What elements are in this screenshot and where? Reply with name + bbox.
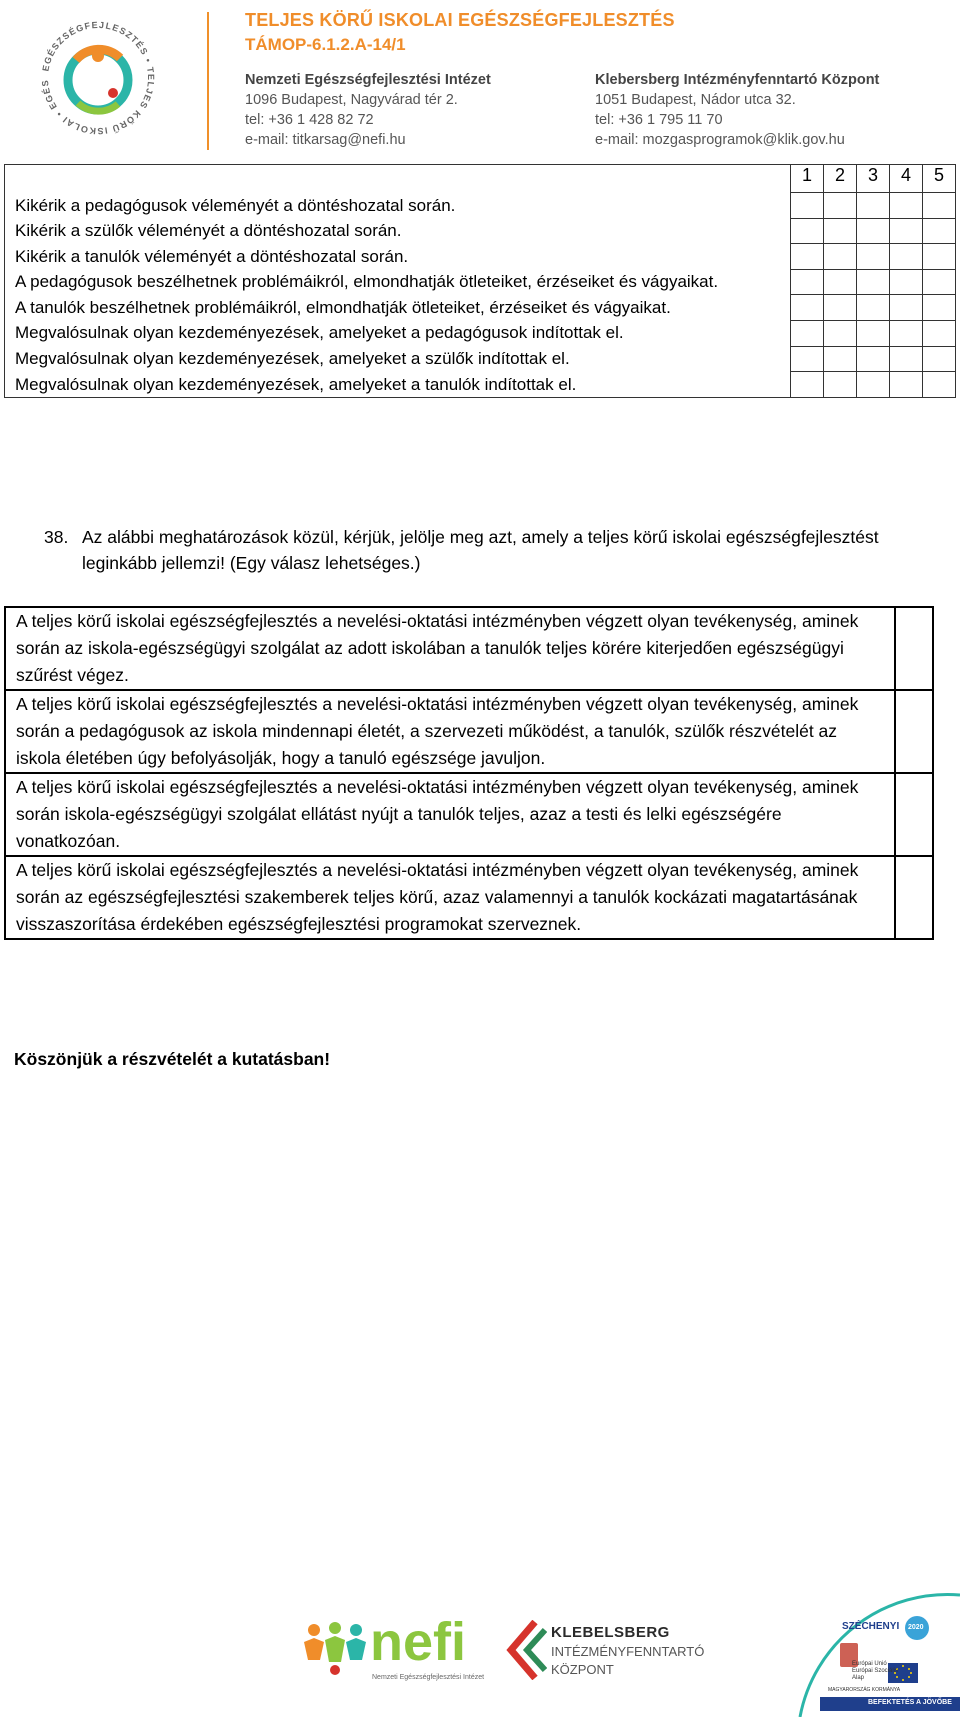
rating-cell[interactable] bbox=[791, 346, 824, 372]
eu-label bbox=[852, 1661, 898, 1682]
scale-5: 5 bbox=[923, 165, 956, 193]
klik-address: 1051 Budapest, Nádor utca 32. bbox=[595, 92, 796, 108]
rating-cell[interactable] bbox=[824, 295, 857, 321]
scale-4: 4 bbox=[890, 165, 923, 193]
gov-label: MAGYARORSZÁG KORMÁNYA bbox=[828, 1687, 901, 1693]
rating-cell[interactable] bbox=[824, 320, 857, 346]
rating-cell[interactable] bbox=[857, 372, 890, 398]
rating-cell[interactable] bbox=[890, 269, 923, 295]
question-text: Az alábbi meghatározások közül, kérjük, jelölje meg azt, amely a teljes körű iskolai egészségfejlesztést leginkább jellemzi! (Egy válasz lehetséges.) bbox=[82, 527, 879, 573]
rating-cell[interactable] bbox=[923, 218, 956, 244]
rating-cell[interactable] bbox=[890, 244, 923, 270]
likert-header-row bbox=[5, 165, 956, 193]
nefi-name: Nemzeti Egészségfejlesztési Intézet bbox=[245, 72, 491, 88]
likert-row bbox=[5, 372, 956, 398]
szechenyi-text: SZÉCHENYI bbox=[842, 1621, 900, 1632]
likert-item-text: Megvalósulnak olyan kezdeményezések, amelyeket a szülők indítottak el. bbox=[5, 346, 791, 372]
rating-cell[interactable] bbox=[890, 346, 923, 372]
scale-3: 3 bbox=[857, 165, 890, 193]
likert-item-text: Megvalósulnak olyan kezdeményezések, amelyeket a tanulók indítottak el. bbox=[5, 372, 791, 398]
nefi-email: e-mail: titkarsag@nefi.hu bbox=[245, 132, 406, 148]
rating-cell[interactable] bbox=[890, 218, 923, 244]
project-code: TÁMOP-6.1.2.A-14/1 bbox=[245, 35, 406, 54]
thank-you-text: Köszönjük a részvételét a kutatásban! bbox=[14, 1049, 331, 1069]
rating-cell[interactable] bbox=[923, 193, 956, 219]
people-icon bbox=[300, 1620, 370, 1680]
scale-1: 1 bbox=[791, 165, 824, 193]
szechenyi-arc-icon bbox=[780, 1585, 960, 1717]
option-text: A teljes körű iskolai egészségfejlesztés a nevelési-oktatási intézményben végzett olyan tevékenység, aminek során iskola-egészségügyi szolgálat ellátást nyújt a tanulók teljes, azaz a testi és lelki egészségére vonatkozóan. bbox=[5, 773, 895, 856]
klik-line-3: KÖZPONT bbox=[551, 1662, 614, 1677]
nefi-address: 1096 Budapest, Nagyvárad tér 2. bbox=[245, 92, 458, 108]
rating-cell[interactable] bbox=[824, 218, 857, 244]
likert-row bbox=[5, 269, 956, 295]
likert-item-text: A tanulók beszélhetnek problémáikról, elmondhatják ötleteiket, érzéseiket és vágyaikat. bbox=[5, 295, 791, 321]
nefi-tel: tel: +36 1 428 82 72 bbox=[245, 112, 374, 128]
option-checkbox[interactable] bbox=[895, 690, 933, 773]
likert-item-text: A pedagógusok beszélhetnek problémáikról, elmondhatják ötleteiket, érzéseiket és vágyaikat. bbox=[5, 269, 791, 295]
option-checkbox[interactable] bbox=[895, 856, 933, 939]
likert-row bbox=[5, 346, 956, 372]
rating-cell[interactable] bbox=[791, 372, 824, 398]
eu-line-2: Európai Szociális bbox=[852, 1668, 899, 1674]
scale-2: 2 bbox=[824, 165, 857, 193]
likert-row bbox=[5, 193, 956, 219]
likert-row bbox=[5, 244, 956, 270]
option-row bbox=[5, 773, 933, 856]
header-divider bbox=[207, 12, 209, 150]
option-text: A teljes körű iskolai egészségfejlesztés a nevelési-oktatási intézményben végzett olyan tevékenység, aminek során a pedagógusok az iskola mindennapi életét, a szervezeti működést, a tanulók, szülők részvételét az iskola életében úgy befolyásolják, hogy a tanuló egészsége javuljon. bbox=[5, 690, 895, 773]
klik-logo bbox=[505, 1620, 705, 1690]
nefi-logo bbox=[300, 1612, 485, 1692]
rating-cell[interactable] bbox=[824, 372, 857, 398]
eu-line-1: Európai Unió bbox=[852, 1661, 887, 1667]
rating-cell[interactable] bbox=[791, 244, 824, 270]
likert-header-blank bbox=[5, 165, 791, 193]
nefi-contact bbox=[245, 70, 491, 150]
rating-cell[interactable] bbox=[857, 320, 890, 346]
rating-cell[interactable] bbox=[857, 218, 890, 244]
rating-cell[interactable] bbox=[791, 295, 824, 321]
klik-line-1: KLEBELSBERG bbox=[551, 1624, 670, 1641]
question-38 bbox=[44, 524, 924, 576]
option-row bbox=[5, 690, 933, 773]
rating-cell[interactable] bbox=[824, 193, 857, 219]
option-row bbox=[5, 607, 933, 690]
nefi-wordmark: nefi bbox=[370, 1612, 467, 1672]
rating-cell[interactable] bbox=[791, 269, 824, 295]
likert-row bbox=[5, 295, 956, 321]
rating-cell[interactable] bbox=[923, 320, 956, 346]
rating-cell[interactable] bbox=[923, 269, 956, 295]
option-text: A teljes körű iskolai egészségfejlesztés a nevelési-oktatási intézményben végzett olyan tevékenység, aminek során az iskola-egészségügyi szolgálat az adott iskolában a tanulók teljes körére kiterjedően egészségügyi szűrést végez. bbox=[5, 607, 895, 690]
rating-cell[interactable] bbox=[923, 372, 956, 398]
klik-email: e-mail: mozgasprogramok@klik.gov.hu bbox=[595, 132, 845, 148]
rating-cell[interactable] bbox=[890, 295, 923, 321]
likert-item-text: Kikérik a tanulók véleményét a döntéshozatal során. bbox=[5, 244, 791, 270]
rating-cell[interactable] bbox=[824, 269, 857, 295]
klik-name: Klebersberg Intézményfenntartó Központ bbox=[595, 72, 880, 88]
rating-cell[interactable] bbox=[857, 244, 890, 270]
rating-cell[interactable] bbox=[923, 346, 956, 372]
klik-tel: tel: +36 1 795 11 70 bbox=[595, 112, 723, 128]
eu-line-3: Alap bbox=[852, 1675, 865, 1681]
rating-cell[interactable] bbox=[890, 320, 923, 346]
rating-cell[interactable] bbox=[857, 295, 890, 321]
rating-cell[interactable] bbox=[923, 244, 956, 270]
slogan: BEFEKTETÉS A JÖVŐBE bbox=[868, 1699, 952, 1706]
svg-text:EGÉSZSÉGFEJLESZTÉS • TELJES KÖ: EGÉSZSÉGFEJLESZTÉS • TELJES KÖRŰ ISKOLAI • EGÉS bbox=[39, 19, 157, 137]
option-text: A teljes körű iskolai egészségfejlesztés a nevelési-oktatási intézményben végzett olyan tevékenység, aminek során az egészségfejlesztési szakemberek teljes körű, azaz valamennyi a tanulók kockázati magatartásának visszaszorítása érdekében egészségfejlesztési programokat szerveznek. bbox=[5, 856, 895, 939]
likert-item-text: Megvalósulnak olyan kezdeményezések, amelyeket a pedagógusok indítottak el. bbox=[5, 320, 791, 346]
likert-item-text: Kikérik a pedagógusok véleményét a döntéshozatal során. bbox=[5, 193, 791, 219]
question-number: 38. bbox=[44, 527, 69, 547]
klik-line-2: INTÉZMÉNYFENNTARTÓ bbox=[551, 1644, 705, 1659]
rating-cell[interactable] bbox=[857, 193, 890, 219]
rating-cell[interactable] bbox=[857, 269, 890, 295]
rating-cell[interactable] bbox=[923, 295, 956, 321]
rating-cell[interactable] bbox=[824, 244, 857, 270]
rating-cell[interactable] bbox=[791, 218, 824, 244]
rating-cell[interactable] bbox=[857, 346, 890, 372]
likert-item-text: Kikérik a szülők véleményét a döntéshozatal során. bbox=[5, 218, 791, 244]
likert-row bbox=[5, 218, 956, 244]
options-table bbox=[4, 606, 934, 940]
option-checkbox[interactable] bbox=[895, 773, 933, 856]
klik-contact bbox=[595, 70, 879, 150]
rating-cell[interactable] bbox=[890, 372, 923, 398]
klik-mark-icon bbox=[505, 1620, 547, 1680]
szechenyi-2020-logo bbox=[780, 1585, 960, 1717]
option-row bbox=[5, 856, 933, 939]
header-title: TELJES KÖRŰ ISKOLAI EGÉSZSÉGFEJLESZTÉS bbox=[245, 10, 675, 30]
rating-cell[interactable] bbox=[890, 193, 923, 219]
rating-cell[interactable] bbox=[791, 193, 824, 219]
likert-row bbox=[5, 320, 956, 346]
option-checkbox[interactable] bbox=[895, 607, 933, 690]
szechenyi-year: 2020 bbox=[908, 1624, 924, 1631]
likert-table bbox=[4, 164, 956, 398]
school-health-logo bbox=[28, 8, 168, 148]
nefi-subtitle: Nemzeti Egészségfejlesztési Intézet bbox=[372, 1674, 485, 1681]
rating-cell[interactable] bbox=[824, 346, 857, 372]
rating-cell[interactable] bbox=[791, 320, 824, 346]
